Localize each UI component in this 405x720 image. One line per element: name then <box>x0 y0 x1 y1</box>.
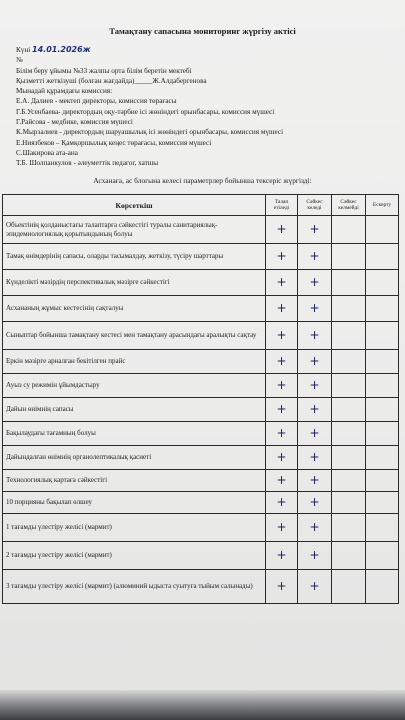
table-row <box>3 244 399 270</box>
page-edge-shadow <box>0 690 405 720</box>
table-row <box>3 374 399 398</box>
document-title: Тамақтану сапасына мониторинг жүргізу актісі <box>109 26 296 36</box>
indicator-cell: Ауыз су режимін ұйымдастыру <box>3 374 266 398</box>
note-cell <box>366 244 399 270</box>
indicator-cell: 2 тағамды үлестіру желісі (мармит) <box>3 542 266 570</box>
required-mark: + <box>266 270 298 296</box>
indicator-cell: Дайын өнімнің сапасы <box>3 398 266 422</box>
commission-heading: Мынадай құрамдағы комиссия: <box>16 87 113 96</box>
indicator-cell: Объектінің қолданыстағы талаптарға сәйкестігі туралы санитариялық-эпидемиологиялық қорытындының болуы <box>3 216 266 244</box>
table-row <box>3 470 399 492</box>
required-mark: + <box>266 216 298 244</box>
member-line: Е.А. Далиев - мектеп директоры, комиссия төрағасы <box>16 97 177 106</box>
column-header-matches: Сәйкес келеді <box>298 195 332 216</box>
required-mark: + <box>266 492 298 514</box>
indicator-cell: Күнделікті мәзірдің перспективалық мәзірге сәйкестігі <box>3 270 266 296</box>
matches-mark: + <box>298 422 332 446</box>
matches-mark: + <box>298 542 332 570</box>
table-row <box>3 514 399 542</box>
note-cell <box>366 492 399 514</box>
not-matches-cell <box>332 542 366 570</box>
required-mark: + <box>266 244 298 270</box>
required-mark: + <box>266 514 298 542</box>
note-cell <box>366 570 399 604</box>
not-matches-cell <box>332 422 366 446</box>
required-mark: + <box>266 570 298 604</box>
note-cell <box>366 398 399 422</box>
member-line: Т.Б. Шолпанкулов - әлеуметтік педагог, хатшы <box>16 159 159 168</box>
document-header-info <box>16 45 283 169</box>
required-mark: + <box>266 322 298 350</box>
member-line: Г.Райсова - медбике, комиссия мүшесі <box>16 118 133 127</box>
member-line: Г.Б.Усенбаева- директордың оқу-тәрбие ісі жөніндегі орынбасары, комиссия мүшесі <box>16 107 275 116</box>
required-mark: + <box>266 350 298 374</box>
not-matches-cell <box>332 446 366 470</box>
note-cell <box>366 350 399 374</box>
required-mark: + <box>266 470 298 492</box>
supplier-line: Қызметті жеткізуші (болған жағдайда)_____Ж.Алдабергенова <box>16 76 207 85</box>
not-matches-cell <box>332 322 366 350</box>
matches-mark: + <box>298 216 332 244</box>
handwritten-date: 14.01.2026ж <box>32 45 91 54</box>
inspection-table <box>2 194 399 604</box>
matches-mark: + <box>298 514 332 542</box>
table-row <box>3 350 399 374</box>
matches-mark: + <box>298 492 332 514</box>
table-row <box>3 492 399 514</box>
matches-mark: + <box>298 374 332 398</box>
table-row <box>3 570 399 604</box>
table-row <box>3 446 399 470</box>
note-cell <box>366 374 399 398</box>
note-cell <box>366 514 399 542</box>
table-row <box>3 422 399 446</box>
not-matches-cell <box>332 296 366 322</box>
matches-mark: + <box>298 270 332 296</box>
note-cell <box>366 422 399 446</box>
member-line: Е.Ниязбеков – Қамқоршылық кеңес төрағасы, комиссия мүшесі <box>16 138 212 147</box>
note-cell <box>366 322 399 350</box>
column-header-indicator: Көрсеткіш <box>3 195 266 216</box>
note-cell <box>366 470 399 492</box>
indicator-cell: Сыныптар бойынша тамақтану кестесі мен тамақтану арасындағы аралықты сақтау <box>3 322 266 350</box>
number-label: № <box>16 56 23 65</box>
member-line: К.Мырзалиев - директордың шаруашылық ісі жөніндегі орынбасары, комиссия мүшесі <box>16 128 284 137</box>
note-cell <box>366 446 399 470</box>
indicator-cell: Дайындалған өнімнің органолептикалық қасиеті <box>3 446 266 470</box>
required-mark: + <box>266 398 298 422</box>
member-line: С.Шакирова ата-ана <box>16 148 78 157</box>
not-matches-cell <box>332 398 366 422</box>
note-cell <box>366 296 399 322</box>
column-header-required: Талап етіледі <box>266 195 298 216</box>
not-matches-cell <box>332 470 366 492</box>
column-header-note: Ескерту <box>366 195 399 216</box>
matches-mark: + <box>298 470 332 492</box>
not-matches-cell <box>332 374 366 398</box>
date-label: Күні <box>16 46 31 54</box>
matches-mark: + <box>298 570 332 604</box>
required-mark: + <box>266 296 298 322</box>
table-row <box>3 542 399 570</box>
inspection-intro: Асханаға, ас блогына келесі параметрлер бойынша тексеріс жүргізді: <box>93 176 312 185</box>
indicator-cell: Асхананың жұмыс кестесінің сақталуы <box>3 296 266 322</box>
date-line <box>16 45 283 55</box>
indicator-cell: 10 порцияны бақылап өлшеу <box>3 492 266 514</box>
table-header-row <box>3 195 399 216</box>
indicator-cell: Тамақ өнімдерінің сапасы, оларды тасымалдау, жеткізу, түсіру шарттары <box>3 244 266 270</box>
indicator-cell: Еркін мәзірге арналған бекітілген прайс <box>3 350 266 374</box>
not-matches-cell <box>332 570 366 604</box>
matches-mark: + <box>298 398 332 422</box>
note-cell <box>366 542 399 570</box>
required-mark: + <box>266 542 298 570</box>
not-matches-cell <box>332 350 366 374</box>
not-matches-cell <box>332 244 366 270</box>
school-line: Білім беру ұйымы №33 жалпы орта білім беретін мектебі <box>16 66 192 75</box>
table-row <box>3 270 399 296</box>
indicator-cell: Технологиялық картаға сәйкестігі <box>3 470 266 492</box>
matches-mark: + <box>298 296 332 322</box>
matches-mark: + <box>298 322 332 350</box>
note-cell <box>366 216 399 244</box>
not-matches-cell <box>332 492 366 514</box>
indicator-cell: Бақылаудағы тағамның болуы <box>3 422 266 446</box>
column-header-not-matches: Сәйкес келмейді <box>332 195 366 216</box>
table-row <box>3 216 399 244</box>
note-cell <box>366 270 399 296</box>
not-matches-cell <box>332 216 366 244</box>
matches-mark: + <box>298 446 332 470</box>
matches-mark: + <box>298 350 332 374</box>
table-row <box>3 398 399 422</box>
table-row <box>3 322 399 350</box>
not-matches-cell <box>332 514 366 542</box>
required-mark: + <box>266 446 298 470</box>
matches-mark: + <box>298 244 332 270</box>
not-matches-cell <box>332 270 366 296</box>
indicator-cell: 3 тағамды үлестіру желісі (мармит) (алюминий ыдыста суытуға тыйым салынады) <box>3 570 266 604</box>
required-mark: + <box>266 422 298 446</box>
required-mark: + <box>266 374 298 398</box>
indicator-cell: 1 тағамды үлестіру желісі (мармит) <box>3 514 266 542</box>
table-row <box>3 296 399 322</box>
